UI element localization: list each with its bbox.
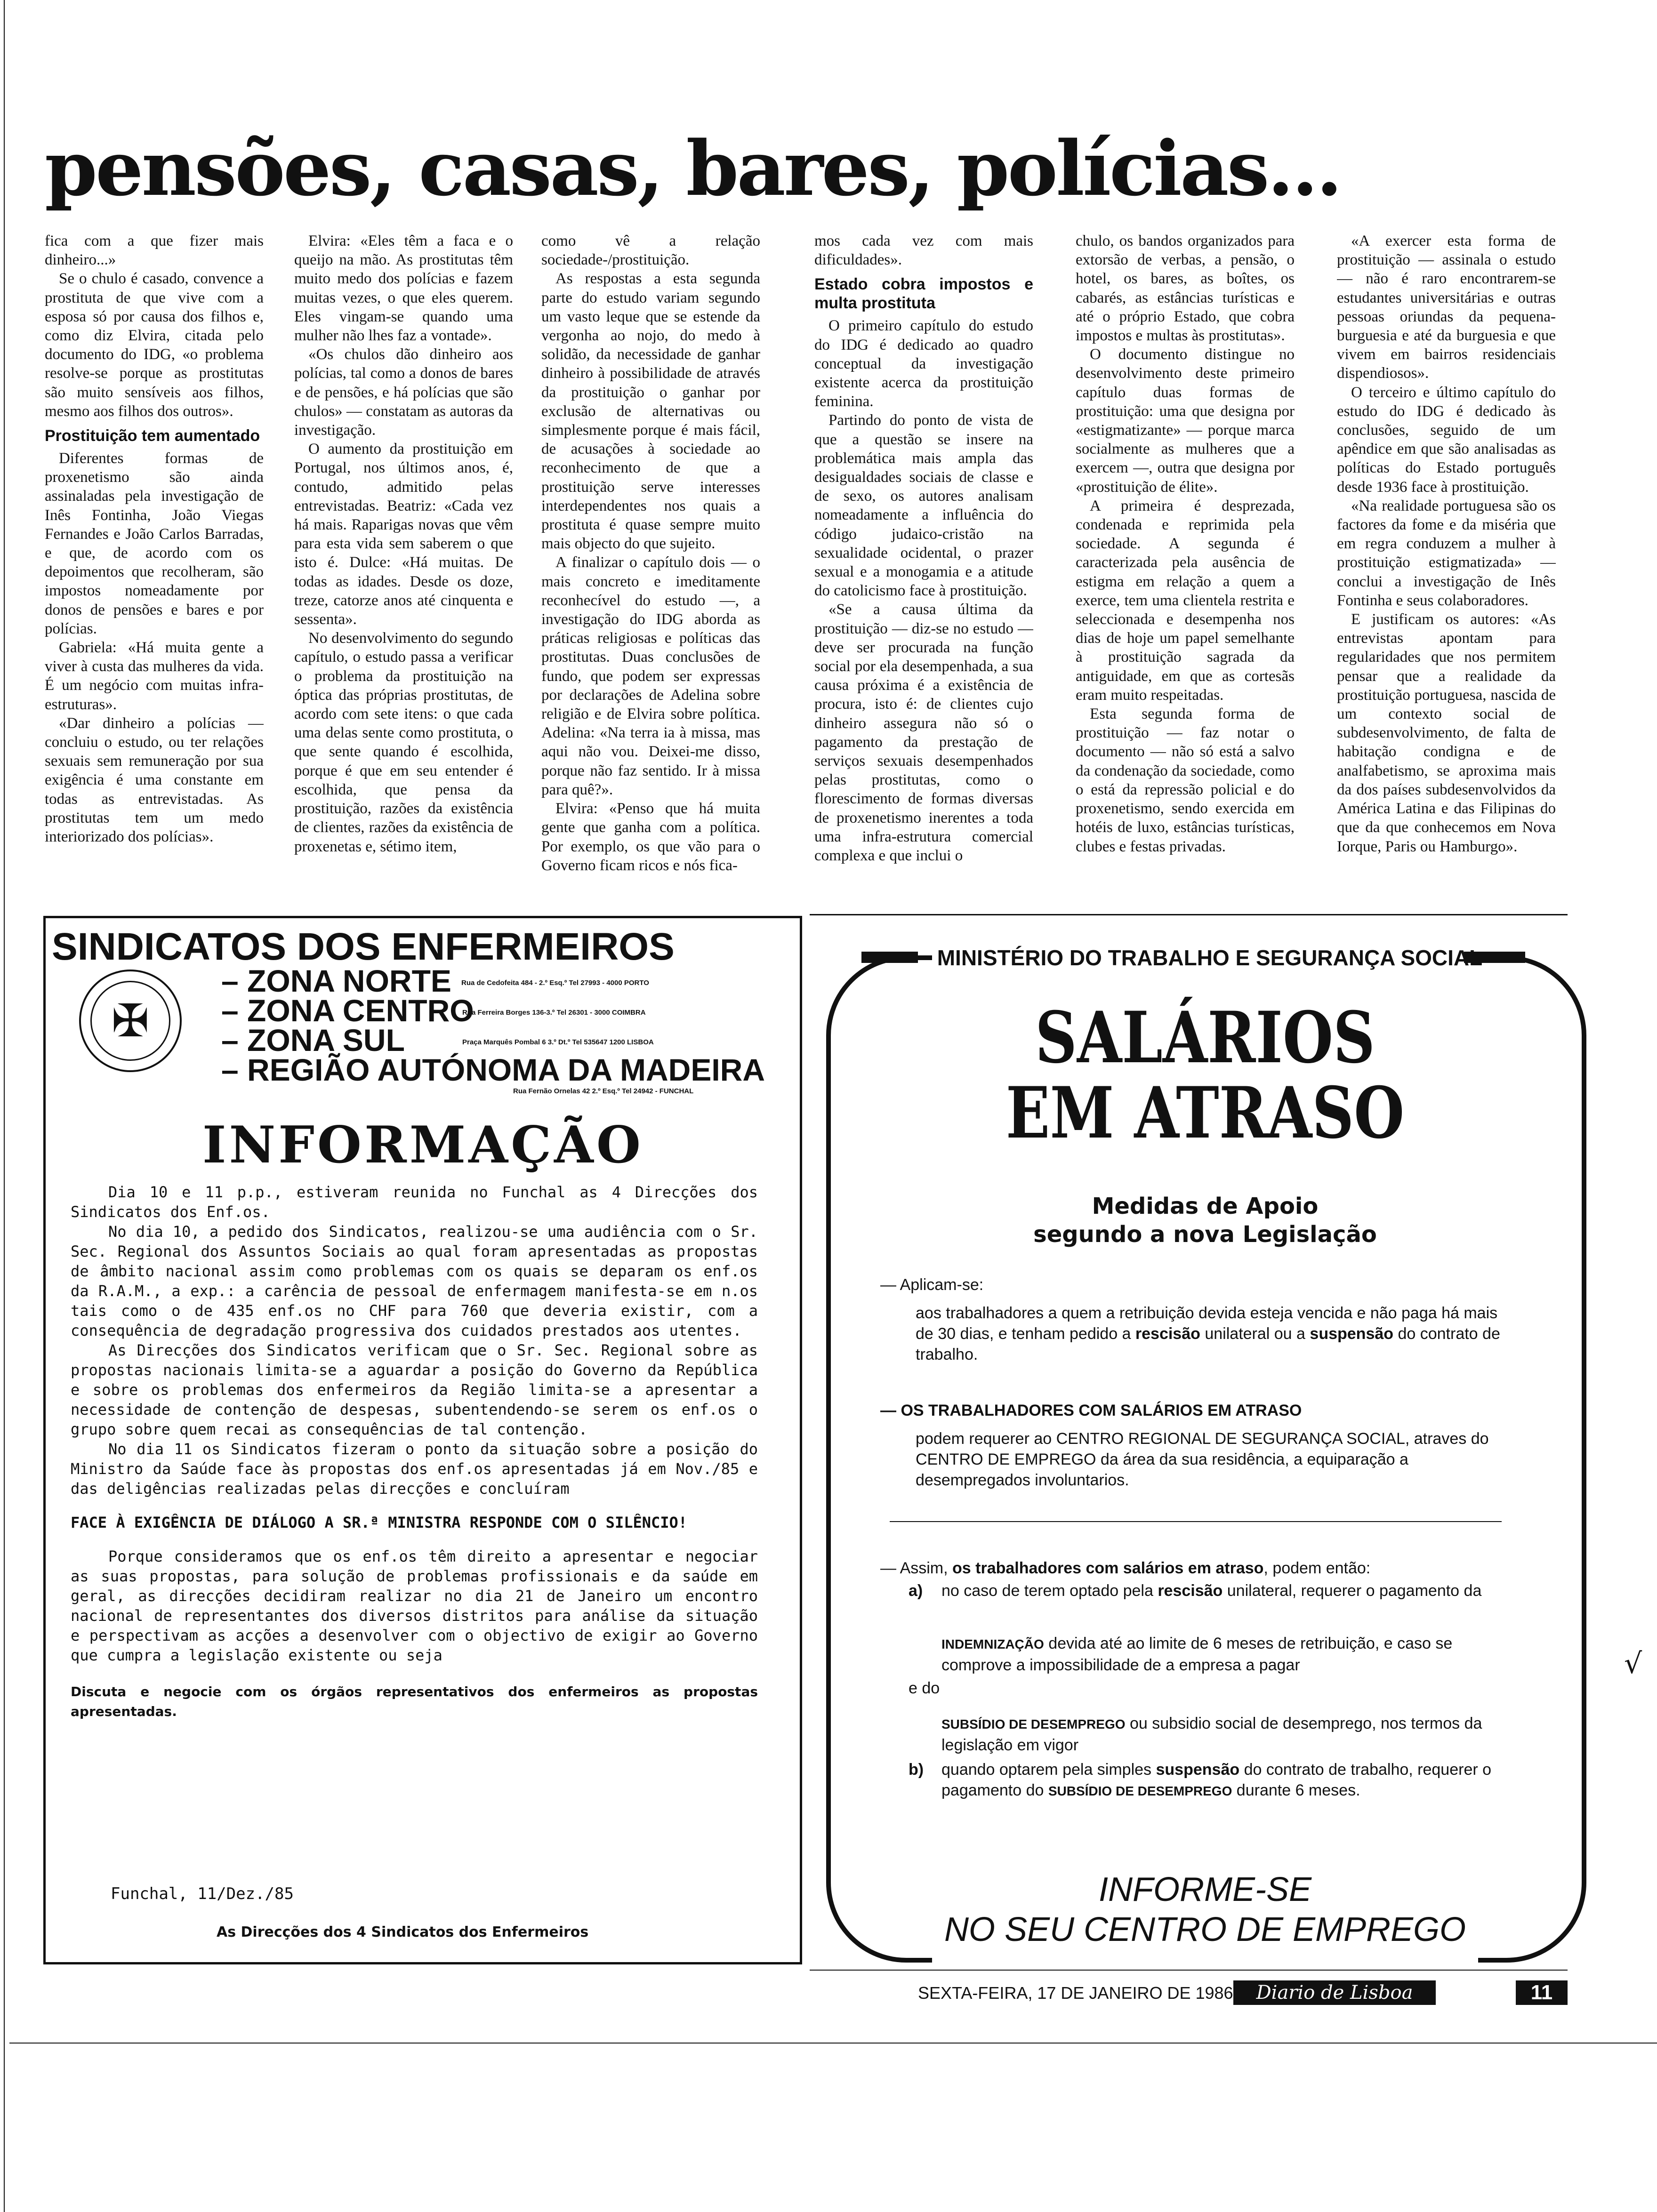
paragraph: «Dar dinheiro a polícias — concluiu o estudo, ou ter relações sexuais sem remuneração por sua exigência é uma constante em todas as entrevistadas. As prostitutas tem um medo interiorizado dos polícias».: [45, 714, 264, 846]
text: quando optarem pela simples: [941, 1761, 1156, 1779]
page-number: 11: [1516, 1980, 1568, 2005]
paragraph: No dia 11 os Sindicatos fizeram o ponto da situação sobre a posição do Ministro da Saúde face às propostas dos enf.os apresentadas já em Nov./85 e das deligências realizadas pelas direcções e concluíram: [71, 1440, 758, 1498]
footer-rule: [810, 1970, 1568, 1971]
emphasis: suspensão: [1156, 1761, 1240, 1779]
article-column-6: [1337, 232, 1556, 905]
paragraph: O primeiro capítulo do estudo do IDG é dedicado ao quadro conceptual da investigação existente acerca da prostituição feminina.: [814, 317, 1033, 410]
newspaper-masthead: Diario de Lisboa: [1233, 1980, 1436, 2005]
zone-sul: – ZONA SUL: [221, 1023, 405, 1058]
paragraph: Porque consideramos que os enf.os têm direito a apresentar e negociar as suas propostas, para solução de problemas profissionais e da saúde em geral, as direcções decidiram realizar no dia 21 de Janeiro um encontro nacional de representantes dos diversos distritos para análise da situação e perspectivam as acções a desenvolver com o objectivo de exigir ao Governo que cumpra a legislação existente ou seja: [71, 1547, 758, 1664]
workers-text: podem requerer ao CENTRO REGIONAL DE SEGURANÇA SOCIAL, atraves do CENTRO DE EMPREGO da área da sua residência, a equiparação a desempregados involuntarios.: [916, 1430, 1489, 1489]
paragraph: Elvira: «Eles têm a faca e o queijo na mão. As prostitutas têm muito medo dos polícias e fazem muitas vezes, o que eles querem. Eles vingam-se quando uma mulher não lhes faz a vontade».: [294, 232, 513, 345]
headline: pensões, casas, bares, polícias...: [45, 124, 1341, 213]
union-logo: [79, 970, 182, 1072]
ad-subtitle-2: segundo a nova Legislação: [1033, 1221, 1377, 1248]
article-column-2: [294, 232, 513, 905]
text: , podem então:: [1263, 1559, 1371, 1577]
paragraph: As Direcções dos Sindicatos verificam que o Sr. Sec. Regional sobre as propostas nacionais limita-se a aguardar a posição do Governo da República e sobre os problemas dos enfermeiros da Região limita-se a apresentar a necessidade de contenção de despesas, subentendendo-se serem os enf.os o grupo sobre quem recai as consequências de tal contenção.: [71, 1341, 758, 1438]
paragraph: mos cada vez com mais dificuldades».: [814, 232, 1033, 269]
item-a-text: [941, 1580, 1502, 1601]
emphasis: rescisão: [1135, 1325, 1200, 1343]
zone-norte-address: Rua de Cedofeita 484 - 2.º Esq.º Tel 27993 - 4000 PORTO: [461, 979, 649, 987]
paragraph: A primeira é desprezada, condenada e reprimida pela sociedade. A segunda é caracterizada pela ausência de estigma em relação a quem a exerce, tem uma clientela restrita e seleccionada e desempenha nos dias de hoje um papel semelhante à prostituição sagrada da antiguidade, em que as cortesãs eram muito respeitadas.: [1076, 497, 1295, 704]
signature: As Direcções dos 4 Sindicatos dos Enfermeiros: [217, 1924, 589, 1940]
place-date: Funchal, 11/Dez./85: [111, 1884, 294, 1903]
zone-centro-address: Rua Ferreira Borges 136-3.º Tel 26301 - 3000 COIMBRA: [462, 1009, 646, 1017]
paragraph: Esta segunda forma de prostituição — faz notar o documento — não só está a salvo da condenação da sociedade, como o está da repressão policial e do proxenetismo, sendo exercida em hotéis de luxo, estâncias turísticas, clubes e festas privadas.: [1076, 705, 1295, 855]
text: aos trabalhadores a quem a retribuição devida esteja vencida e não paga há mais de 30 dias, e tenham pedido a: [916, 1304, 1498, 1343]
text: — Assim,: [880, 1559, 953, 1577]
paragraph: O terceiro e último capítulo do estudo do IDG é dedicado às conclusões, seguido de um apêndice em que são analisadas as políticas do Estado português desde 1936 face à prostituição.: [1337, 384, 1556, 496]
apply-text: [916, 1303, 1504, 1365]
item-b-label: b): [909, 1761, 924, 1779]
emphasis: INDEMNIZAÇÃO: [941, 1637, 1044, 1651]
zone-centro: – ZONA CENTRO: [221, 993, 474, 1028]
paragraph: E justificam os autores: «As entrevistas apontam para regularidades que nos permitem pensar que a realidade da prostituição portuguesa, nascida de um contexto social de subdesenvolvimento, de falta de habitação condigna e de analfabetismo, se aproxima mais da dos países subdesenvolvidos da América Latina e das Filipinas do que da que conhecemos em Nova Iorque, Paris ou Hamburgo».: [1337, 611, 1556, 855]
ministry-name: MINISTÉRIO DO TRABALHO E SEGURANÇA SOCIAL: [937, 946, 1483, 970]
zone-madeira: – REGIÃO AUTÓNOMA DA MADEIRA: [221, 1052, 765, 1087]
text: ou subsidio social de desemprego, nos termos da legislação em vigor: [941, 1715, 1482, 1754]
paragraph: chulo, os bandos organizados para extorsão de verbas, a pensão, o hotel, os bares, as boîtes, os cabarés, as estâncias turísticas e até o próprio Estado, que cobra impostos e multas às prostitutas».: [1076, 232, 1295, 345]
paragraph: O documento distingue no desenvolvimento deste primeiro capítulo duas formas de prostituição: uma que designa por «estigmatizante» — porque marca socialmente as mulheres que a exercem —, outra que designa por «prostituição de élite».: [1076, 346, 1295, 496]
section-divider: [810, 914, 1568, 915]
ad-title-line-1: SALÁRIOS: [1035, 996, 1375, 1079]
ad-subtitle-1: Medidas de Apoio: [1092, 1193, 1319, 1219]
subheading: Estado cobra impostos e multa prostituta: [814, 275, 1033, 313]
paragraph: Elvira: «Penso que há muita gente que ganha com a política. Por exemplo, os que vão para o Governo ficam ricos e nós fica-: [541, 800, 760, 874]
paragraph: O aumento da prostituição em Portugal, nos últimos anos, é, contudo, admitido pelas entrevistadas. Beatriz: «Cada vez há mais. Raparigas novas que vêm para esta vida sem saberem o que isto é. Dulce: «Há muitas. De todas as idades. Desde os doze, treze, catorze anos até cinquenta e sessenta».: [294, 441, 513, 628]
inform-line-1: INFORME-SE: [1098, 1871, 1311, 1908]
subsidy-text: [941, 1713, 1502, 1755]
left-edge-line: [4, 0, 5, 2212]
item-b-text: [941, 1759, 1502, 1802]
bottom-edge-line: [9, 2043, 1657, 2044]
inform-line-2: NO SEU CENTRO DE EMPREGO: [944, 1911, 1466, 1948]
emphasis: rescisão: [1158, 1582, 1223, 1600]
text: no caso de terem optado pela: [941, 1582, 1158, 1600]
paragraph: No desenvolvimento do segundo capítulo, o estudo passa a verificar o problema da prostituição na óptica das próprias prostitutas, de acordo com sete itens: o que cada uma delas sente como prostituta, o que sente quando é escolhida, porque é que em seu entender é escolhida, que pensa da prostituição, razões da existência de clientes, razões da existência de proxenetas e, sétimo item,: [294, 630, 513, 855]
paragraph: Dia 10 e 11 p.p., estiveram reunida no Funchal as 4 Direcções dos Sindicatos dos Enf.os.: [71, 1183, 758, 1221]
information-heading: INFORMAÇÃO: [202, 1115, 643, 1175]
article-column-3: [541, 232, 760, 905]
emphasis: suspensão: [1310, 1325, 1394, 1343]
and-of: e do: [909, 1679, 940, 1697]
footer-date: SEXTA-FEIRA, 17 DE JANEIRO DE 1986: [918, 1983, 1233, 2003]
cross-icon: ✠: [111, 994, 150, 1047]
paragraph: «Os chulos dão dinheiro aos polícias, tal como a donos de bares e de pensões, e há polícias que são chulos» — constatam as autoras da investigação.: [294, 346, 513, 439]
text: unilateral ou a: [1200, 1325, 1310, 1343]
text: devida até ao limite de 6 meses de retribuição, e caso se comprove a impossibilidade de a empresa a pagar: [941, 1635, 1453, 1674]
text: do contrato de trabalho, requerer o pagamento do: [941, 1761, 1492, 1799]
apply-heading: — Aplicam-se:: [880, 1276, 984, 1294]
union-notice-body: [71, 1182, 758, 1722]
union-title: SINDICATOS DOS ENFERMEIROS: [52, 925, 675, 968]
item-a-label: a): [909, 1582, 923, 1600]
article-column-4: [814, 232, 1033, 905]
paragraph: Gabriela: «Há muita gente a viver à custa das mulheres da vida. É um negócio com muitas infra-estruturas».: [45, 639, 264, 713]
paragraph: «A exercer esta forma de prostituição — assinala o estudo — não é raro encontrarem-se estudantes universitárias e outras pessoas oriundas da pequena-burguesia e até da burguesia e que vivem em bairros residenciais dispendiosos».: [1337, 232, 1556, 382]
emphasis: SUBSÍDIO DE DESEMPREGO: [941, 1717, 1126, 1731]
paragraph: «Na realidade portuguesa são os factores da fome e da miséria que em regra conduzem a mulher à prostituição estigmatizada» — conclui a investigação de Inês Fontinha e seus colaboradores.: [1337, 497, 1556, 609]
zone-sul-address: Praça Marquês Pombal 6 3.º Dt.º Tel 535647 1200 LISBOA: [462, 1038, 654, 1046]
subheading: Prostituição tem aumentado: [45, 427, 260, 445]
zone-madeira-address: Rua Fernão Ornelas 42 2.º Esq.º Tel 24942 - FUNCHAL: [513, 1087, 694, 1095]
paragraph: Diferentes formas de proxenetismo são ainda assinaladas pela investigação de Inês Fontinha, João Viegas Fernandes e João Carlos Barradas, e que, de acordo com os depoimentos que recolheram, são impostos nomeadamente por donos de pensões e bares e por polícias.: [45, 450, 264, 637]
thus-line: [880, 1558, 1370, 1579]
paragraph: A finalizar o capítulo dois — o mais concreto e imeditamente reconhecível do estudo —, a investigação do IDG aborda as práticas religiosas e políticas das prostitutas. Duas conclusões de fundo, que podem ser expressas por declarações de Adelina sobre religião e de Elvira sobre política. Adelina: «Na terra ia à missa, mas aqui não vou. Deixei-me disso, porque não faz sentido. Ir à missa para quê?».: [541, 554, 760, 798]
paragraph: As respostas a esta segunda parte do estudo variam segundo um vasto leque que se estende da vergonha ao nojo, do medo à solidão, da necessidade de ganhar dinheiro à possibilidade de através da prostituição o ganhar por exclusão de alternativas ou simplesmente porque é mais fácil, de acusações à sociedade ao reconhecimento de que a prostituição serve interesses interdependentes nos quais a prostituta é quase sempre muito mais objecto do que sujeito.: [541, 270, 760, 553]
paragraph: Se o chulo é casado, convence a prostituta de que vive com a esposa só por causa dos filhos e, como diz Elvira, citada pelo documento do IDG, «o problema resolve-se porque as prostitutas são muito sensíveis aos filhos, mesmo aos filhos dos outros».: [45, 270, 264, 420]
emphasis: SUBSÍDIO DE DESEMPREGO: [1048, 1784, 1232, 1798]
text: do contrato de trabalho.: [916, 1325, 1500, 1363]
paragraph: «Se a causa última da prostituição — diz-se no estudo — deve ser procurada na função social por ela desempenhada, a sua causa próxima é a existência de procura, isto é: de clientes cujo dinheiro assegura não só o pagamento da prestação de serviços sexuais desempenhados pelas prostitutas, como o florescimento de formas diversas de proxenetismo inerentes a toda uma infra-estrutura comercial complexa e que inclui o: [814, 601, 1033, 865]
zone-norte: – ZONA NORTE: [221, 963, 451, 998]
article-column-1: [45, 232, 264, 905]
ad-title-line-2: EM ATRASO: [1005, 1072, 1405, 1154]
caps-statement: FACE À EXIGÊNCIA DE DIÁLOGO A SR.ª MINISTRA RESPONDE COM O SILÊNCIO!: [71, 1514, 688, 1531]
indemnity-text: [941, 1633, 1502, 1675]
article-column-5: [1076, 232, 1295, 905]
emphasis: os trabalhadores com salários em atraso: [952, 1559, 1264, 1577]
call-to-action: Discuta e negocie com os órgãos representativos dos enfermeiros as propostas apresentadas.: [71, 1684, 758, 1719]
paragraph: Partindo do ponto de vista de que a questão se insere na problemática mais ampla das desigualdades sociais de classe e de sexo, os autores analisam nomeadamente a influência do código judaico-cristão na sexualidade ocidental, o prazer sexual e a monogamia e a atitude do catolicismo face à prostituição.: [814, 412, 1033, 600]
paragraph: No dia 10, a pedido dos Sindicatos, realizou-se uma audiência com o Sr. Sec. Regional dos Assuntos Sociais ao qual foram apresentadas as propostas de âmbito nacional assim como problemas com os quais se deparam os enf.os da R.A.M., a exp.: a carência de pessoal de enfermagem manifesta-se em n.os tais como o de 435 enf.os no CHF para 760 que deveria existir, com a consequência de degradação progressiva dos cuidados prestados aos utentes.: [71, 1223, 758, 1339]
text: durante 6 meses.: [1232, 1781, 1360, 1799]
text: unilateral, requerer o pagamento da: [1223, 1582, 1482, 1600]
paragraph: como vê a relação sociedade-/prostituição.: [541, 232, 760, 269]
check-mark-icon: √: [1624, 1647, 1642, 1680]
paragraph: fica com a que fizer mais dinheiro...»: [45, 232, 264, 269]
workers-heading: — OS TRABALHADORES COM SALÁRIOS EM ATRASO: [880, 1402, 1302, 1419]
divider-line: [890, 1521, 1502, 1522]
